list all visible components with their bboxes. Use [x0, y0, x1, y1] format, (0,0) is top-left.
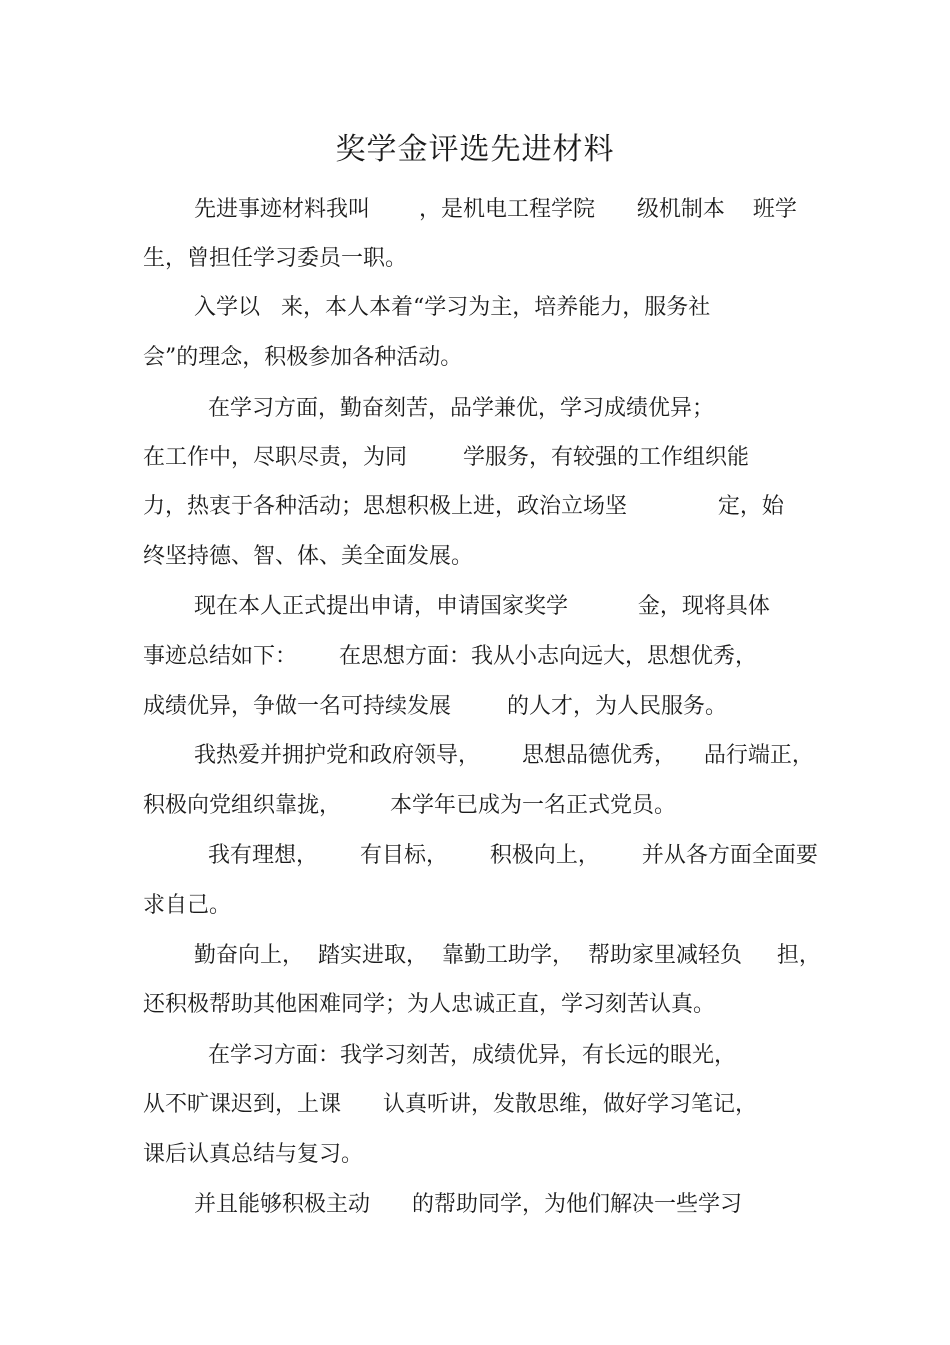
- paragraph-line: 从不旷课迟到，上课 认真听讲，发散思维，做好学习笔记，: [143, 1092, 757, 1117]
- paragraph-line: 终坚持德、智、体、美全面发展。: [143, 544, 474, 569]
- paragraph-line: 先进事迹材料我叫 ，是机电工程学院 级机制本 班学: [194, 197, 797, 222]
- paragraph-line: 我热爱并拥护党和政府领导， 思想品德优秀， 品行端正，: [194, 743, 814, 768]
- paragraph-line: 我有理想， 有目标， 积极向上， 并从各方面全面要: [208, 843, 818, 868]
- paragraph-line: 现在本人正式提出申请，申请国家奖学 金，现将具体: [194, 594, 770, 619]
- paragraph-line: 课后认真总结与复习。: [143, 1142, 364, 1167]
- paragraph-line: 并且能够积极主动 的帮助同学，为他们解决一些学习: [194, 1192, 742, 1217]
- paragraph-line: 在学习方面：我学习刻苦，成绩优异，有长远的眼光，: [208, 1043, 737, 1068]
- paragraph-line: 事迹总结如下： 在思想方面：我从小志向远大，思想优秀，: [143, 644, 757, 669]
- paragraph-line: 在学习方面，勤奋刻苦，品学兼优，学习成绩优异；: [208, 396, 715, 421]
- paragraph-line: 力，热衷于各种活动；思想积极上进，政治立场坚 定，始: [143, 494, 784, 519]
- paragraph-line: 成绩优异，争做一名可持续发展 的人才，为人民服务。: [143, 694, 727, 719]
- paragraph-line: 生，曾担任学习委员一职。: [143, 246, 408, 271]
- paragraph-line: 还积极帮助其他困难同学；为人忠诚正直，学习刻苦认真。: [143, 992, 716, 1017]
- paragraph-line: 积极向党组织靠拢， 本学年已成为一名正式党员。: [143, 793, 676, 818]
- paragraph-line: 求自己。: [143, 893, 232, 918]
- paragraph-line: 在工作中，尽职尽责，为同 学服务，有较强的工作组织能: [143, 445, 749, 470]
- document-title: 奖学金评选先进材料: [335, 132, 615, 167]
- paragraph-line: 会”的理念，积极参加各种活动。: [143, 345, 463, 370]
- paragraph-line: 勤奋向上， 踏实进取， 靠勤工助学， 帮助家里减轻负 担，: [194, 943, 821, 968]
- paragraph-line: 入学以 来，本人本着“学习为主，培养能力，服务社: [194, 295, 711, 320]
